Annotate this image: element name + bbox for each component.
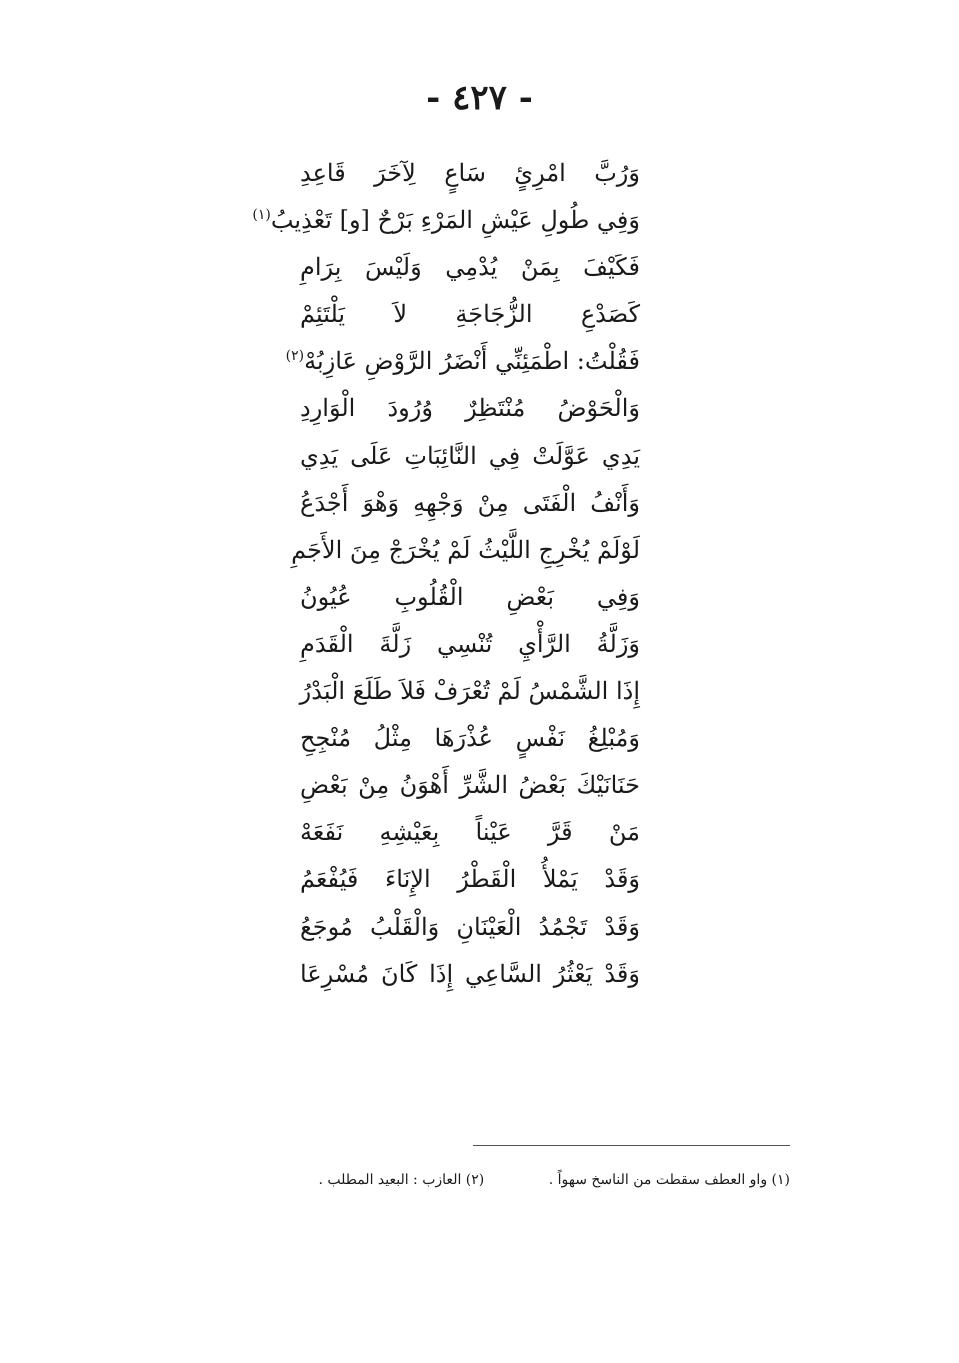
verse-text: فَقُلْتُ: اطْمَئِنِّي أَنْضَرُ الرَّوْضِ عَازِبُهْ (304, 347, 640, 376)
verse-line (285, 338, 640, 385)
verse-text: حَنَانَيْكَ بَعْضُ الشَّرِّ أَهْوَنُ مِنْ بَعْضِ (300, 771, 640, 800)
verse-text: وَقَدْ يَعْثُرُ السَّاعِي إِذَا كَانَ مُسْرِعَا (300, 959, 640, 988)
verse-text: يَدِي عَوَّلَتْ فِي النَّائِبَاتِ عَلَى يَدِي (300, 441, 640, 470)
verse-line (300, 904, 640, 951)
verse-text: وَرُبَّ امْرِئٍ سَاعٍ لِآخَرَ قَاعِدِ (300, 159, 640, 187)
verse-line (300, 856, 640, 903)
page-number: - ٤٢٧ - (426, 78, 533, 118)
verse-line (300, 668, 640, 715)
verse-text: إِذَا الشَّمْسُ لَمْ تُعْرَفْ فَلاَ طَلَعَ الْبَدْرُ (299, 677, 640, 706)
verse-line (300, 715, 640, 762)
verse-text: مَنْ قَرَّ عَيْناً بِعَيْشِهِ نَفَعَهْ (300, 818, 640, 847)
verse-text: وَقَدْ تَجْمُدُ الْعَيْنَانِ وَالْقَلْبُ مُوجَعُ (300, 912, 640, 941)
footnotes (250, 1172, 790, 1188)
verse-line (300, 433, 640, 480)
verse-line (300, 951, 640, 998)
verse-text: وَقَدْ يَمْلأُ الْقَطْرُ الإِنَاءَ فَيُفْعَمُ (300, 865, 640, 894)
footnote-1: (١) واو العطف سقطت من الناسخ سهواً . (548, 1172, 790, 1188)
footnote-2: (٢) العازب : البعيد المطلب . (318, 1172, 485, 1188)
verse-text: وَزَلَّةُ الرَّأْيِ تُنْسِي زَلَّةَ الْقَدَمِ (300, 629, 640, 658)
footnote-marker: (١) (252, 207, 271, 224)
verse-text: وَفِي طُولِ عَيْشِ المَرْءِ بَرْحٌ [و] تَعْذِيبُ (270, 206, 640, 235)
verse-line (300, 291, 640, 338)
verse-list (252, 150, 640, 998)
verse-line (300, 574, 640, 621)
verse-line (300, 762, 640, 809)
verse-line (252, 197, 640, 244)
verse-text: لَوْلَمْ يُخْرِجِ اللَّيْثُ لَمْ يُخْرَجْ مِنَ الأَجَمِ (291, 535, 640, 564)
verse-line (300, 385, 640, 432)
verse-line (300, 480, 640, 527)
verse-text: وَالْحَوْضُ مُنْتَظِرٌ وُرُودَ الْوَارِدِ (300, 394, 640, 423)
footnote-marker: (٢) (285, 348, 305, 365)
verse-line (300, 621, 640, 668)
verse-text: وَأَنْفُ الْفَتَى مِنْ وَجْهِهِ وَهْوَ أَجْدَعُ (300, 488, 640, 517)
verse-text: كَصَدْعِ الزُّجَاجَةِ لاَ يَلْتَئِمْ (300, 300, 640, 329)
verse-text: وَفِي بَعْضِ الْقُلُوبِ عُيُونُ (300, 582, 640, 611)
verse-line (300, 150, 640, 197)
verse-line (300, 809, 640, 856)
verse-line (300, 244, 640, 291)
verse-line (291, 527, 640, 574)
verse-text: فَكَيْفَ بِمَنْ يُدْمِي وَلَيْسَ بِرَامِ (300, 253, 640, 282)
verse-text: وَمُبْلِغُ نَفْسٍ عُذْرَهَا مِثْلُ مُنْجِحِ (300, 724, 640, 753)
footnote-divider (473, 1145, 790, 1146)
